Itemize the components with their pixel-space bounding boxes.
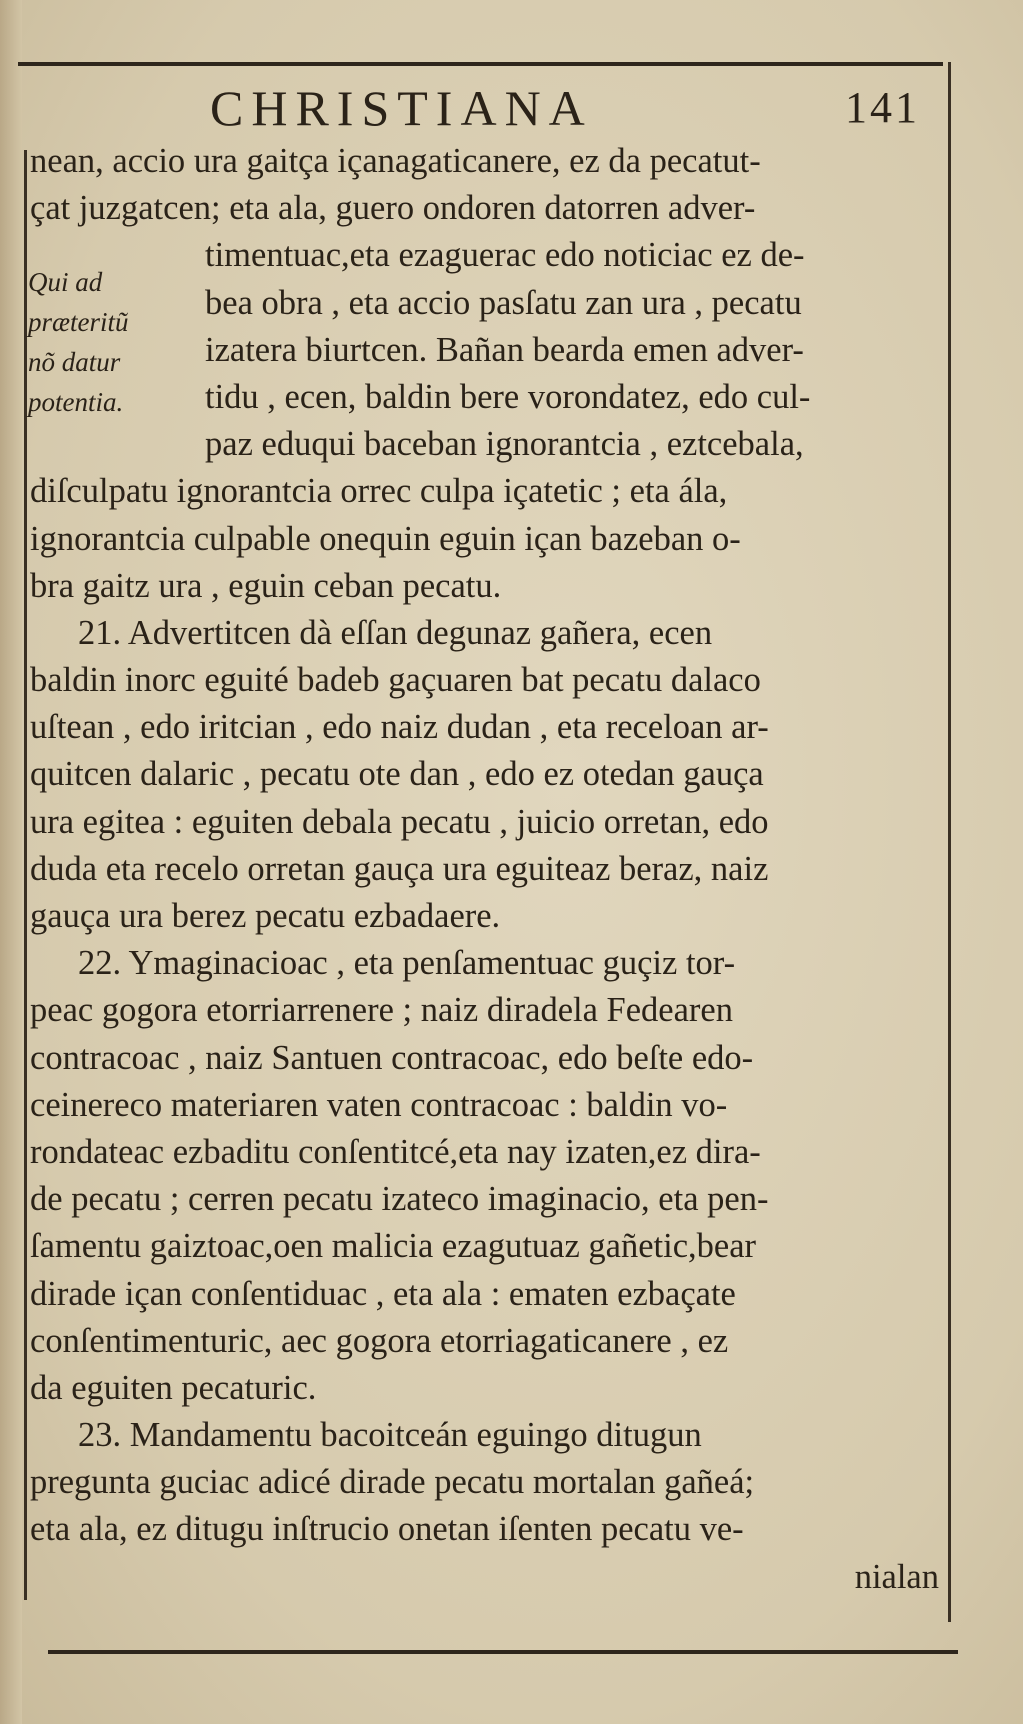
text-line: dirade içan conſentiduac , eta ala : ematen ezbaçate: [30, 1274, 736, 1313]
margin-note-line: nõ datur: [28, 347, 121, 377]
text-line: bra gaitz ura , eguin ceban pecatu.: [30, 566, 502, 605]
text-line: paz eduqui baceban ignorantcia , eztcebala,: [205, 425, 804, 464]
page-gutter: [0, 0, 22, 1724]
text-line: conſentimenturic, aec gogora etorriagaticanere , ez: [30, 1321, 729, 1360]
text-line: timentuac,eta ezaguerac edo noticiac ez de-: [205, 236, 805, 275]
text-line: gauça ura berez pecatu ezbadaere.: [30, 897, 501, 935]
text-line: da eguiten pecaturic.: [30, 1368, 317, 1407]
margin-note-line: præteritũ: [28, 307, 129, 337]
text-line: eta ala, ez ditugu inſtrucio onetan iſenten pecatu ve-: [30, 1510, 744, 1549]
paragraph-start: 22. Ymaginacioac , eta penſamentuac guçiz tor-: [78, 944, 736, 983]
paragraph-start: 23. Mandamentu bacoitceán eguingo ditugun: [78, 1416, 702, 1455]
text-line: de pecatu ; cerren pecatu izateco imaginacio, eta pen-: [30, 1180, 769, 1219]
right-frame-rule: [948, 62, 951, 1622]
text-line: baldin inorc eguité badeb gaçuaren bat pecatu dalaco: [30, 661, 761, 700]
text-line: rondateac ezbaditu conſentitcé,eta nay izaten,ez dira-: [30, 1132, 761, 1171]
text-line: quitcen dalaric , pecatu ote dan , edo ez otedan gauça: [30, 755, 764, 794]
text-line: izatera biurtcen. Bañan bearda emen adver-: [205, 330, 804, 369]
text-line: diſculpatu ignorantcia orrec culpa içatetic ; eta ála,: [30, 472, 728, 511]
text-line: ignorantcia culpable onequin eguin içan bazeban o-: [30, 519, 741, 558]
text-line: tidu , ecen, baldin bere vorondatez, edo cul-: [205, 377, 811, 416]
bottom-rule: [48, 1650, 958, 1654]
text-line: bea obra , eta accio pasſatu zan ura , pecatu: [205, 283, 802, 322]
text-line: ceinereco materiaren vaten contracoac : baldin vo-: [30, 1085, 728, 1124]
margin-note-line: potentia.: [28, 387, 124, 417]
text-line: contracoac , naiz Santuen contracoac, edo beſte edo-: [30, 1038, 754, 1077]
text-line: duda eta recelo orretan gauça ura eguiteaz beraz, naiz: [30, 849, 769, 888]
catchword: nialan: [854, 1557, 939, 1596]
text-line: ura egitea : eguiten debala pecatu , juicio orretan, edo: [30, 802, 769, 841]
paragraph-start: 21. Advertitcen dà eſſan degunaz gañera, ecen: [78, 613, 713, 652]
running-head: CHRISTIANA: [210, 80, 593, 136]
page-number: 141: [845, 83, 920, 132]
page-header: [40, 78, 920, 138]
text-line: uſtean , edo iritcian , edo naiz dudan , eta receloan ar-: [30, 708, 769, 747]
text-line: nean, accio ura gaitça içanagaticanere, ez da pecatut-: [30, 142, 761, 180]
left-frame-rule: [24, 150, 27, 1600]
text-line: ſamentu gaiztoac,oen malicia ezagutuaz gañetic,bear: [30, 1227, 757, 1266]
margin-note-line: Qui ad: [28, 267, 103, 297]
top-rule: [18, 62, 943, 66]
text-line: peac gogora etorriarrenere ; naiz diradela Fedearen: [30, 991, 733, 1030]
text-line: pregunta guciac adicé dirade pecatu mortalan gañeá;: [30, 1463, 755, 1502]
text-line: çat juzgatcen; eta ala, guero ondoren datorren adver-: [30, 189, 756, 228]
body-text: [30, 138, 945, 1601]
